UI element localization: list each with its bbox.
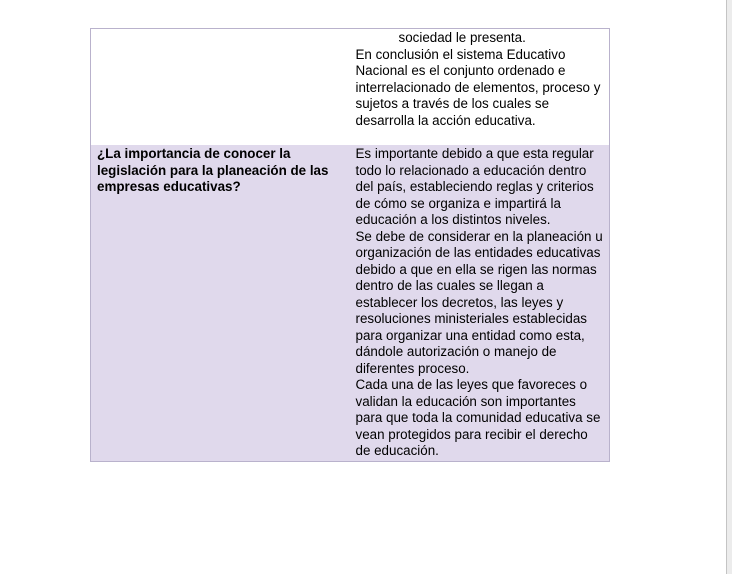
table-cell-answer	[349, 29, 610, 146]
content-table	[90, 28, 610, 462]
table-row	[91, 29, 610, 146]
table-row	[91, 145, 610, 461]
answer-paragraph: Es importante debido a que esta regular todo lo relacionado a educación dentro del país, estableciendo reglas y criterios de cómo se organiza e impartirá la educación a los distintos niveles.	[355, 146, 594, 227]
table-cell-answer	[349, 145, 610, 461]
conclusion-paragraph: En conclusión el sistema Educativo Nacional es el conjunto ordenado e interrelacionado de elementos, proceso y sujetos a través de los cuales se desarrolla la acción educativa.	[355, 46, 601, 128]
answer-paragraph: Se debe de considerar en la planeación u organización de las entidades educativas debido a que en ella se rigen las normas dentro de las cuales se llegan a establecer los decretos, las leyes y resoluciones ministeriales establecidas para organizar una entidad como esta, dándole autorización o manejo de diferentes proceso.	[355, 228, 603, 376]
table-cell-question: ¿La importancia de conocer la legislación para la planeación de las empresas educativas?	[91, 145, 349, 461]
page-edge-scrollbar	[726, 0, 732, 574]
table-cell-empty	[91, 29, 349, 146]
continued-paragraph: sociedad le presenta.	[398, 30, 526, 45]
answer-paragraph: Cada una de las leyes que favoreces o validan la educación son importantes para que toda la comunidad educativa se vean protegidos para recibir el derecho de educación.	[355, 377, 601, 458]
